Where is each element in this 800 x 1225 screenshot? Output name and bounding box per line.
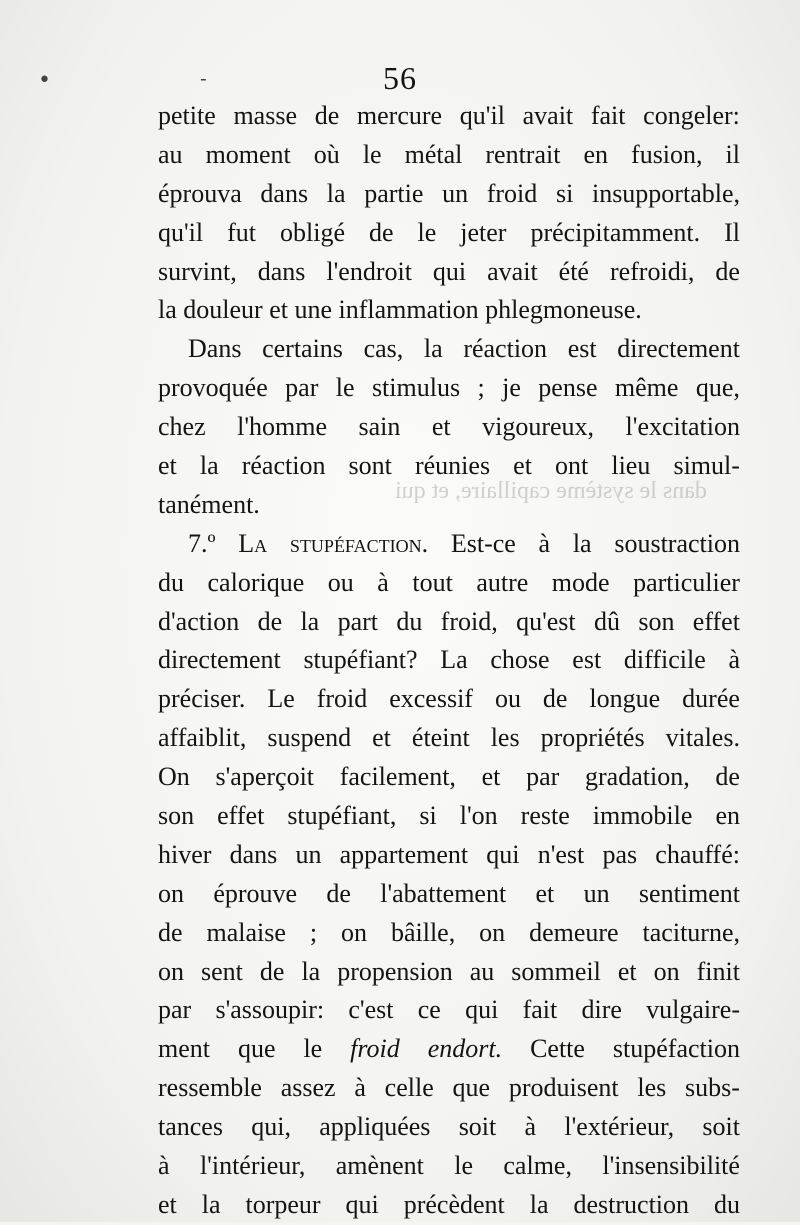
text-line: de malaise ; on bâille, on demeure taciturne, xyxy=(158,917,740,947)
text-line: préciser. Le froid excessif ou de longue durée xyxy=(158,684,740,714)
show-through-text: dans le système capillaire, et qui xyxy=(395,478,707,504)
text-line: affaiblit, suspend et éteint les propriétés vitales. xyxy=(158,723,740,753)
page-number: 56 xyxy=(383,60,417,96)
text-line: la douleur et une inflammation phlegmoneuse. xyxy=(158,295,642,325)
text-line: directement stupéfiant? La chose est difficile à xyxy=(158,645,740,675)
text-line: petite masse de mercure qu'il avait fait congeler: xyxy=(158,101,740,130)
text-line: et la torpeur qui précèdent la destruction du xyxy=(158,1189,740,1219)
edge-speck: • xyxy=(38,68,51,93)
text-line: survint, dans l'endroit qui avait été refroidi, de xyxy=(158,256,740,286)
text-line: on sent de la propension au sommeil et on finit xyxy=(158,956,740,986)
text-line: hiver dans un appartement qui n'est pas chauffé: xyxy=(158,839,740,869)
text-line: tanément. xyxy=(158,489,260,519)
text-line: tances qui, appliquées soit à l'extérieur, soit xyxy=(158,1112,740,1142)
body-text xyxy=(158,97,740,1225)
text-line: d'action de la part du froid, qu'est dû son effet xyxy=(158,606,740,636)
text-line: qu'il fut obligé de le jeter précipitamment. Il xyxy=(158,217,740,247)
text-line: provoquée par le stimulus ; je pense même que, xyxy=(158,373,740,403)
text-line: au moment où le métal rentrait en fusion, il xyxy=(158,139,740,169)
text-line: 7.º La stupéfaction. Est-ce à la soustraction xyxy=(188,528,740,558)
text-line: du calorique ou à tout autre mode particulier xyxy=(158,567,740,597)
text-line: par s'assoupir: c'est ce qui fait dire vulgaire- xyxy=(158,995,740,1025)
text-line: on éprouve de l'abattement et un sentiment xyxy=(158,878,740,908)
text-line: Dans certains cas, la réaction est directement xyxy=(188,334,740,364)
text-line: à l'intérieur, amènent le calme, l'insensibilité xyxy=(158,1151,740,1181)
text-line: et la réaction sont réunies et ont lieu simul- xyxy=(158,451,740,481)
text-line: On s'aperçoit facilement, et par gradation, de xyxy=(158,762,740,792)
text-line: éprouva dans la partie un froid si insupportable, xyxy=(158,178,740,208)
text-line: son effet stupéfiant, si l'on reste immobile en xyxy=(158,801,740,831)
text-line: chez l'homme sain et vigoureux, l'excitation xyxy=(158,412,740,442)
text-line: ressemble assez à celle que produisent les subs- xyxy=(158,1073,740,1103)
left-mark: - xyxy=(200,66,207,90)
text-line: ment que le froid endort. Cette stupéfaction xyxy=(158,1034,740,1064)
